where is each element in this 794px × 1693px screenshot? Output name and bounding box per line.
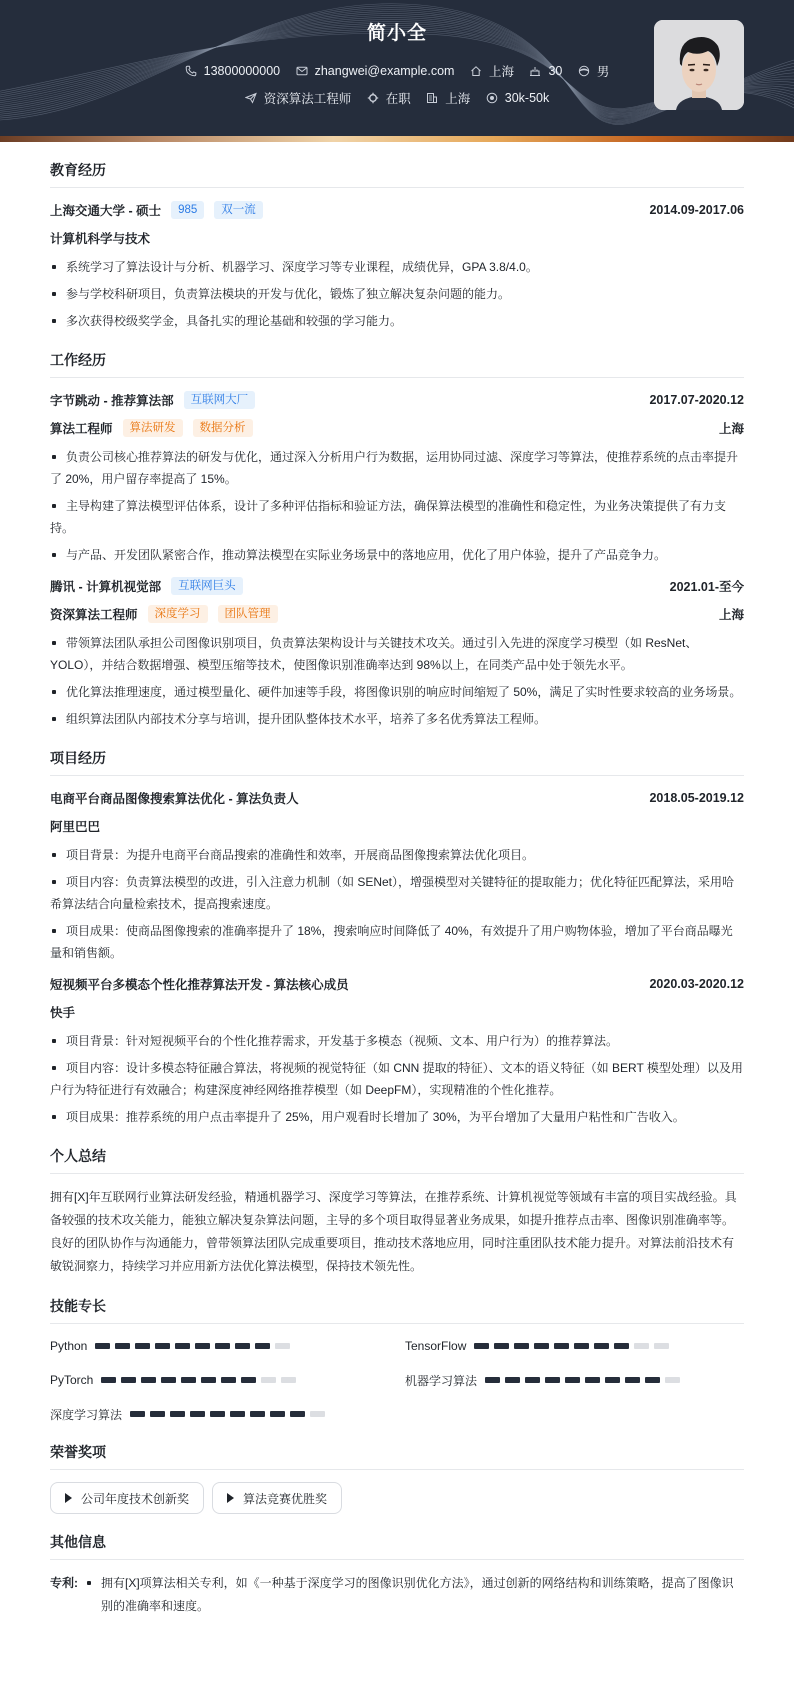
bullet-icon [52, 690, 56, 694]
project-date: 2018.05-2019.12 [649, 791, 744, 805]
skill-level-segment [494, 1343, 509, 1349]
target-city-value: 上海 [445, 92, 471, 106]
skill-level-segment [161, 1377, 176, 1383]
work-entry [50, 576, 744, 730]
bullet-icon [52, 1115, 56, 1119]
awards-list [50, 1482, 744, 1514]
bullet-icon [52, 853, 56, 857]
email-item [296, 64, 455, 78]
education-entry [50, 200, 744, 332]
skill-level-segment [121, 1377, 136, 1383]
skill-level-segment [625, 1377, 640, 1383]
cake-icon [529, 65, 541, 77]
status-icon [367, 92, 379, 104]
header-accent-bar [0, 136, 794, 142]
gender-item [578, 62, 610, 80]
skills-section [50, 1296, 744, 1424]
skill-level-segment [281, 1377, 296, 1383]
work-location: 上海 [718, 422, 744, 436]
list-item: 多次获得校级奖学金，具备扎实的理论基础和较强的学习能力。 [50, 310, 744, 332]
job-role: 算法工程师 [50, 422, 113, 436]
skill-level-segment [565, 1377, 580, 1383]
project-entry [50, 788, 744, 964]
school-tag: 985 [171, 201, 204, 219]
phone-item [185, 64, 280, 78]
job-status-value: 在职 [385, 92, 411, 106]
skill-level-segment [155, 1343, 170, 1349]
skill-name: 机器学习算法 [405, 1373, 478, 1388]
skill-level-segment [221, 1377, 236, 1383]
skill-level-segment [545, 1377, 560, 1383]
project-org: 快手 [50, 1006, 76, 1020]
bullet-icon [52, 265, 56, 269]
salary-item [486, 91, 549, 105]
company-name: 腾讯 - 计算机视觉部 [50, 580, 162, 594]
bullet-icon [52, 1039, 56, 1043]
project-name: 电商平台商品图像搜索算法优化 - 算法负责人 [50, 792, 299, 806]
bullet-icon [52, 1066, 56, 1070]
section-title: 项目经历 [50, 748, 744, 776]
skill-level-segment [270, 1411, 285, 1417]
email-icon [296, 65, 308, 77]
education-date: 2014.09-2017.06 [649, 203, 744, 217]
list-item: 项目内容：负责算法模型的改进，引入注意力机制（如 SENet），增强模型对关键特征的提取能力；优化特征匹配算法，采用哈希算法结合向量检索技术，提高搜索速度。 [50, 875, 735, 911]
skill-item [50, 1370, 405, 1390]
list-item: 与产品、开发团队紧密合作，推动算法模型在实际业务场景中的落地应用，优化了用户体验，提升了产品竞争力。 [50, 544, 744, 566]
projects-section [50, 748, 744, 1128]
skill-level-bar [95, 1343, 295, 1349]
skill-level-segment [261, 1377, 276, 1383]
skill-level-segment [235, 1343, 250, 1349]
skill-level-segment [201, 1377, 216, 1383]
list-item: 参与学校科研项目，负责算法模块的开发与优化，锻炼了独立解决复杂问题的能力。 [50, 283, 744, 305]
salary-icon [486, 92, 498, 104]
skill-level-segment [275, 1343, 290, 1349]
phone-value: 13800000000 [203, 64, 281, 78]
skill-level-segment [95, 1343, 110, 1349]
gender-value: 男 [596, 65, 610, 79]
work-section [50, 350, 744, 730]
skill-level-segment [534, 1343, 549, 1349]
send-icon [245, 92, 257, 104]
skill-level-segment [665, 1377, 680, 1383]
skill-level-segment [634, 1343, 649, 1349]
skill-level-segment [310, 1411, 325, 1417]
skill-item [50, 1336, 405, 1356]
skill-level-segment [181, 1377, 196, 1383]
section-title: 工作经历 [50, 350, 744, 378]
education-bullets [50, 256, 744, 332]
skill-level-segment [150, 1411, 165, 1417]
skill-level-bar [130, 1411, 330, 1417]
gender-icon [578, 65, 590, 77]
project-org: 阿里巴巴 [50, 820, 101, 834]
skill-level-segment [654, 1343, 669, 1349]
patent-label: 专利: [50, 1576, 78, 1590]
section-title: 其他信息 [50, 1532, 744, 1560]
skill-level-segment [594, 1343, 609, 1349]
company-tag: 互联网大厂 [184, 391, 256, 409]
list-item: 项目成果：使商品图像搜索的准确率提升了 18%，搜索响应时间降低了 40%，有效提升了用户购物体验，增加了平台商品曝光量和销售额。 [50, 924, 733, 960]
other-info-section [50, 1532, 744, 1653]
skill-level-segment [115, 1343, 130, 1349]
building-icon [426, 92, 438, 104]
skill-name: Python [50, 1339, 88, 1353]
role-tag: 深度学习 [148, 605, 208, 623]
skill-level-segment [574, 1343, 589, 1349]
awards-section [50, 1442, 744, 1514]
bullet-icon [87, 1581, 91, 1585]
bullet-icon [52, 319, 56, 323]
skill-level-segment [210, 1411, 225, 1417]
skill-level-segment [170, 1411, 185, 1417]
skill-level-segment [554, 1343, 569, 1349]
job-role: 资深算法工程师 [50, 608, 138, 622]
skill-level-bar [485, 1377, 685, 1383]
email-value: zhangwei@example.com [314, 64, 455, 78]
avatar-portrait-image [654, 20, 744, 110]
resume-header [0, 0, 794, 142]
role-tag: 数据分析 [193, 419, 253, 437]
list-item: 组织算法团队内部技术分享与培训，提升团队整体技术水平，培养了多名优秀算法工程师。 [50, 708, 744, 730]
project-bullets [50, 844, 744, 964]
skill-level-segment [141, 1377, 156, 1383]
project-bullets [50, 1030, 744, 1128]
skill-name: PyTorch [50, 1373, 94, 1387]
school-name: 上海交通大学 - 硕士 [50, 204, 162, 218]
target-position-item [245, 89, 352, 107]
skill-level-segment [101, 1377, 116, 1383]
list-item: 系统学习了算法设计与分析、机器学习、深度学习等专业课程，成绩优异，GPA 3.8/4.0。 [50, 256, 744, 278]
skill-level-segment [230, 1411, 245, 1417]
skill-level-segment [255, 1343, 270, 1349]
list-item: 项目成果：推荐系统的用户点击率提升了 25%，用户观看时长增加了 30%，为平台增加了大量用户粘性和广告收入。 [50, 1106, 744, 1128]
bullet-icon [52, 553, 56, 557]
bullet-icon [52, 455, 56, 459]
play-triangle-icon [227, 1493, 234, 1503]
section-title: 教育经历 [50, 160, 744, 188]
section-title: 个人总结 [50, 1146, 744, 1174]
age-value: 30 [548, 64, 563, 78]
skill-level-segment [130, 1411, 145, 1417]
skill-level-segment [195, 1343, 210, 1349]
education-section [50, 160, 744, 332]
skill-level-segment [474, 1343, 489, 1349]
list-item: 带领算法团队承担公司图像识别项目，负责算法架构设计与关键技术攻关。通过引入先进的深度学习模型（如 ResNet、YOLO），并结合数据增强、模型压缩等技术，使图像识别准确率达到 98%以上，在同类产品中处于领先水平。 [50, 636, 698, 672]
work-bullets [50, 446, 744, 566]
skill-level-segment [525, 1377, 540, 1383]
skill-item [50, 1404, 405, 1424]
skill-level-segment [645, 1377, 660, 1383]
project-date: 2020.03-2020.12 [649, 977, 744, 991]
skill-name: 深度学习算法 [50, 1407, 123, 1422]
list-item: 项目背景：针对短视频平台的个性化推荐需求，开发基于多模态（视频、文本、用户行为）的推荐算法。 [50, 1030, 744, 1052]
skill-level-segment [514, 1343, 529, 1349]
skills-grid [50, 1336, 744, 1424]
skill-level-segment [614, 1343, 629, 1349]
skill-level-segment [290, 1411, 305, 1417]
project-entry [50, 974, 744, 1128]
company-tag: 互联网巨头 [171, 577, 243, 595]
skill-level-segment [241, 1377, 256, 1383]
skill-level-segment [135, 1343, 150, 1349]
phone-icon [185, 65, 197, 77]
summary-text: 拥有[X]年互联网行业算法研发经验，精通机器学习、深度学习等算法，在推荐系统、计算机视觉等领域有丰富的项目实战经验。具备较强的技术攻关能力，能独立解决复杂算法问题，主导的多个项目取得显著业务成果，如提升推荐点击率、图像识别准确率等。良好的团队协作与沟通能力，曾带领算法团队完成重要项目，推动技术落地应用，同时注重团队技术能力提升。对算法前沿技术有敏锐洞察力，持续学习并应用新方法优化算法模型，保持技术领先性。 [50, 1190, 737, 1273]
role-tag: 团队管理 [218, 605, 278, 623]
play-triangle-icon [65, 1493, 72, 1503]
skill-level-segment [175, 1343, 190, 1349]
list-item: 优化算法推理速度，通过模型量化、硬件加速等手段，将图像识别的响应时间缩短了 50%，满足了实时性要求较高的业务场景。 [50, 681, 744, 703]
major: 计算机科学与技术 [50, 232, 151, 246]
project-name: 短视频平台多模态个性化推荐算法开发 - 算法核心成员 [50, 978, 349, 992]
list-item: 主导构建了算法模型评估体系，设计了多种评估指标和验证方法，确保算法模型的准确性和稳定性，为业务决策提供了有力支持。 [50, 499, 727, 535]
award-chip[interactable]: 公司年度技术创新奖 [50, 1482, 204, 1514]
target-city-item [426, 89, 470, 107]
bullet-icon [52, 504, 56, 508]
work-bullets [50, 632, 744, 730]
work-entry [50, 390, 744, 566]
bullet-icon [52, 641, 56, 645]
bullet-icon [52, 880, 56, 884]
patent-bullets [85, 1572, 744, 1623]
skill-level-bar [101, 1377, 301, 1383]
list-item: 项目内容：设计多模态特征融合算法，将视频的视觉特征（如 CNN 提取的特征）、文本的语义特征（如 BERT 模型处理）以及用户行为特征进行有效融合；构建深度神经网络推荐模型（如 DeepFM），实现精准的个性化推荐。 [50, 1061, 743, 1097]
skill-level-segment [585, 1377, 600, 1383]
award-chip[interactable]: 算法竞赛优胜奖 [212, 1482, 342, 1514]
residence-item [470, 62, 514, 80]
resume-body [0, 160, 794, 1653]
patent-row [50, 1572, 744, 1623]
bullet-icon [52, 292, 56, 296]
skill-level-segment [190, 1411, 205, 1417]
residence-value: 上海 [488, 65, 514, 79]
skill-level-bar [474, 1343, 674, 1349]
profile-photo [654, 20, 744, 110]
salary-value: 30k-50k [504, 91, 550, 105]
skill-level-segment [250, 1411, 265, 1417]
work-date: 2021.01-至今 [669, 580, 744, 594]
company-name: 字节跳动 - 推荐算法部 [50, 394, 174, 408]
bullet-icon [52, 717, 56, 721]
skill-level-segment [505, 1377, 520, 1383]
bullet-icon [52, 929, 56, 933]
skill-level-segment [485, 1377, 500, 1383]
summary-section [50, 1146, 744, 1278]
skill-name: TensorFlow [405, 1339, 467, 1353]
skill-item [405, 1336, 760, 1356]
list-item: 负责公司核心推荐算法的研发与优化，通过深入分析用户行为数据，运用协同过滤、深度学习等算法，使推荐系统的点击率提升了 20%，用户留存率提高了 15%。 [50, 450, 739, 486]
list-item: 项目背景：为提升电商平台商品搜索的准确性和效率，开展商品图像搜索算法优化项目。 [50, 844, 744, 866]
skill-item [405, 1370, 760, 1390]
candidate-name: 简小全 [366, 23, 427, 44]
skill-level-segment [605, 1377, 620, 1383]
list-item: 拥有[X]项算法相关专利，如《一种基于深度学习的图像识别优化方法》，通过创新的网络结构和训练策略，提高了图像识别的准确率和速度。 [85, 1572, 744, 1618]
section-title: 技能专长 [50, 1296, 744, 1324]
job-status-item [367, 89, 411, 107]
work-location: 上海 [718, 608, 744, 622]
role-tag: 算法研发 [123, 419, 183, 437]
school-tag: 双一流 [214, 201, 263, 219]
target-position-value: 资深算法工程师 [263, 92, 352, 106]
skill-level-segment [215, 1343, 230, 1349]
home-icon [470, 65, 482, 77]
work-date: 2017.07-2020.12 [649, 393, 744, 407]
section-title: 荣誉奖项 [50, 1442, 744, 1470]
age-item [529, 64, 562, 78]
